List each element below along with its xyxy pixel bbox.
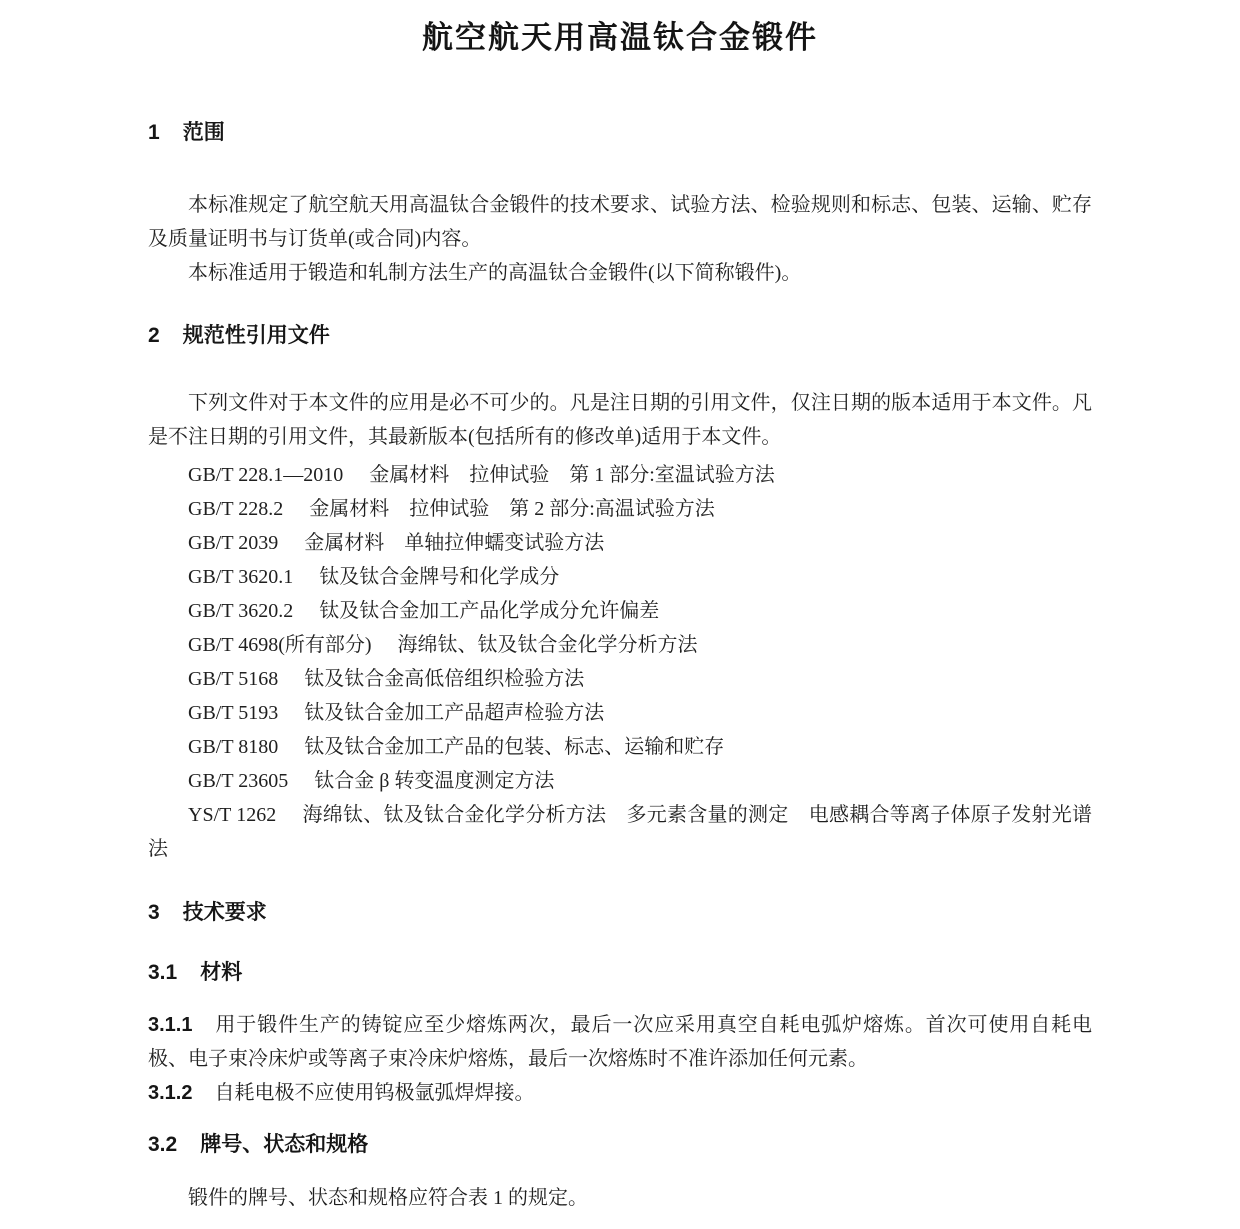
references-list bbox=[148, 458, 1092, 866]
scope-paragraph-2: 本标准适用于锻造和轧制方法生产的高温钛合金锻件(以下简称锻件)。 bbox=[188, 262, 802, 284]
section-heading-materials bbox=[148, 960, 1092, 986]
section-title: 牌号、状态和规格 bbox=[200, 1133, 369, 1156]
reference-title: 金属材料 单轴拉伸蠕变试验方法 bbox=[304, 532, 605, 554]
section-heading-grades bbox=[148, 1132, 1092, 1158]
section-title: 范围 bbox=[182, 121, 225, 144]
section-title: 技术要求 bbox=[182, 901, 267, 924]
reference-item bbox=[148, 492, 1092, 526]
clause-text: 自耗电极不应使用钨极氩弧焊焊接。 bbox=[214, 1082, 535, 1104]
reference-code: GB/T 23605 bbox=[188, 770, 289, 792]
reference-title: 钛及钛合金加工产品化学成分允许偏差 bbox=[319, 600, 660, 622]
grades-paragraph: 锻件的牌号、状态和规格应符合表 1 的规定。 bbox=[188, 1187, 588, 1209]
reference-title: 金属材料 拉伸试验 第 1 部分:室温试验方法 bbox=[369, 464, 775, 486]
section-heading-scope bbox=[148, 120, 1092, 146]
reference-item bbox=[148, 560, 1092, 594]
clause-number: 3.1.1 bbox=[148, 1014, 193, 1036]
reference-title: 钛及钛合金高低倍组织检验方法 bbox=[304, 668, 585, 690]
section-number: 3.2 bbox=[148, 1133, 178, 1156]
references-intro: 下列文件对于本文件的应用是必不可少的。凡是注日期的引用文件，仅注日期的版本适用于本文件。凡是不注日期的引用文件，其最新版本(包括所有的修改单)适用于本文件。 bbox=[148, 392, 1092, 448]
reference-code: GB/T 3620.1 bbox=[188, 566, 294, 588]
section-number: 3.1 bbox=[148, 961, 178, 984]
clause-number: 3.1.2 bbox=[148, 1082, 193, 1104]
reference-code: GB/T 4698(所有部分) bbox=[188, 634, 372, 656]
section-title: 规范性引用文件 bbox=[182, 324, 330, 347]
clause-text: 用于锻件生产的铸锭应至少熔炼两次，最后一次应采用真空自耗电弧炉熔炼。首次可使用自耗电极、电子束冷床炉或等离子束冷床炉熔炼，最后一次熔炼时不准许添加任何元素。 bbox=[148, 1014, 1092, 1070]
scope-paragraph-1: 本标准规定了航空航天用高温钛合金锻件的技术要求、试验方法、检验规则和标志、包装、运输、贮存及质量证明书与订货单(或合同)内容。 bbox=[148, 194, 1092, 250]
reference-item bbox=[148, 628, 1092, 662]
reference-title: 海绵钛、钛及钛合金化学分析方法 bbox=[397, 634, 698, 656]
reference-item bbox=[148, 764, 1092, 798]
section-number: 1 bbox=[148, 121, 160, 144]
reference-title: 钛及钛合金牌号和化学成分 bbox=[319, 566, 560, 588]
reference-code: GB/T 3620.2 bbox=[188, 600, 294, 622]
reference-code: GB/T 2039 bbox=[188, 532, 279, 554]
reference-code: GB/T 228.2 bbox=[188, 498, 284, 520]
reference-title: 钛及钛合金加工产品的包装、标志、运输和贮存 bbox=[304, 736, 725, 758]
reference-item bbox=[148, 458, 1092, 492]
section-heading-references bbox=[148, 323, 1092, 349]
reference-item bbox=[148, 662, 1092, 696]
reference-code: GB/T 5168 bbox=[188, 668, 279, 690]
reference-title: 钛合金 β 转变温度测定方法 bbox=[314, 770, 555, 792]
reference-title: 海绵钛、钛及钛合金化学分析方法 多元素含量的测定 电感耦合等离子体原子发射光谱法 bbox=[148, 804, 1092, 860]
reference-item bbox=[148, 594, 1092, 628]
reference-item bbox=[148, 798, 1092, 866]
reference-code: GB/T 8180 bbox=[188, 736, 279, 758]
reference-item bbox=[148, 730, 1092, 764]
clause-3-1-1 bbox=[148, 1008, 1092, 1076]
section-number: 3 bbox=[148, 901, 160, 924]
reference-code: YS/T 1262 bbox=[188, 804, 277, 826]
section-heading-technical bbox=[148, 900, 1092, 926]
reference-item bbox=[148, 526, 1092, 560]
document-title: 航空航天用高温钛合金锻件 bbox=[422, 20, 818, 55]
reference-title: 金属材料 拉伸试验 第 2 部分:高温试验方法 bbox=[309, 498, 715, 520]
reference-item bbox=[148, 696, 1092, 730]
clause-3-1-2 bbox=[148, 1076, 1092, 1110]
section-title: 材料 bbox=[200, 961, 243, 984]
reference-code: GB/T 228.1—2010 bbox=[188, 464, 344, 486]
section-number: 2 bbox=[148, 324, 160, 347]
reference-code: GB/T 5193 bbox=[188, 702, 279, 724]
reference-title: 钛及钛合金加工产品超声检验方法 bbox=[304, 702, 605, 724]
